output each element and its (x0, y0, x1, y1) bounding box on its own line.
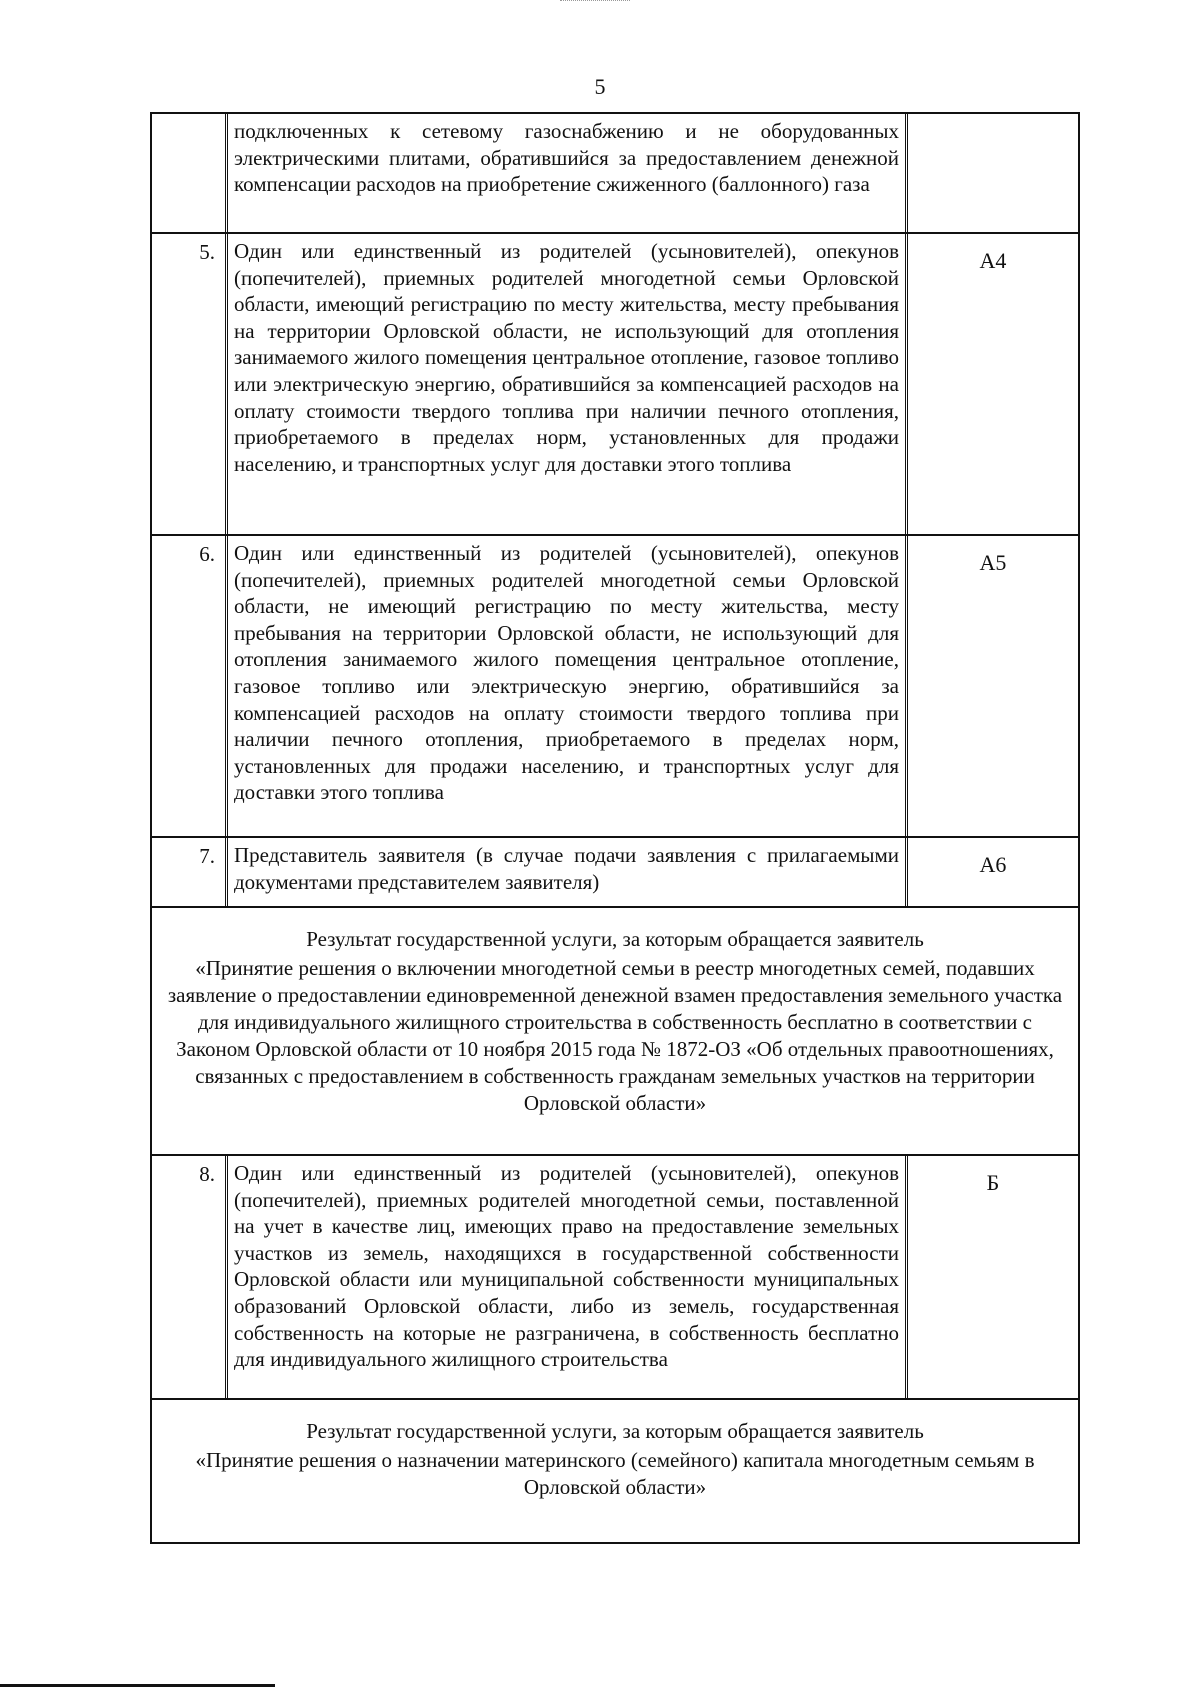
table-row (150, 1154, 1080, 1398)
row-description: Представитель заявителя (в случае подачи заявления с прилагаемыми документами представителем заявителя) (228, 838, 908, 906)
result-text: «Принятие решения о назначении материнского (семейного) капитала многодетным семьям в Орловской области» (195, 1448, 1035, 1499)
row-number: 5. (152, 234, 228, 534)
result-text: «Принятие решения о включении многодетной семьи в реестр многодетных семей, подавших заявление о предоставлении единовременной денежной взамен предоставления земельного участка для индивидуального жилищного строительства в собственность бесплатно в соответствии с Законом Орловской области от 10 ноября 2015 года № 1872-ОЗ «Об отдельных правоотношениях, связанных с предоставлением в собственность гражданам земельных участков на территории Орловской области» (167, 956, 1063, 1115)
row-number: 7. (152, 838, 228, 906)
table-row (150, 112, 1080, 232)
result-heading: Результат государственной услуги, за которым обращается заявитель (306, 1419, 924, 1443)
footer-rule (0, 1684, 275, 1687)
table-row (150, 836, 1080, 906)
row-description: Один или единственный из родителей (усыновителей), опекунов (попечителей), приемных родителей многодетной семьи Орловской области, не имеющий регистрацию по месту жительства, месту пребывания на территории Орловской области, не использующий для отопления занимаемого жилого помещения центральное отопление, газовое топливо или электрическую энергию, обратившийся за компенсацией расходов на оплату стоимости твердого топлива при наличии печного отопления, приобретаемого в пределах норм, установленных для продажи населению, и транспортных услуг для доставки этого топлива (228, 536, 908, 836)
table-row (150, 534, 1080, 836)
result-section (150, 1398, 1080, 1544)
page-number: 5 (594, 74, 606, 99)
row-number: 8. (152, 1156, 228, 1398)
applicant-table (150, 112, 1080, 1544)
table-row (150, 232, 1080, 534)
row-number (152, 114, 228, 232)
row-code: Б (986, 1170, 1000, 1195)
result-section (150, 906, 1080, 1154)
scan-artifact (560, 0, 630, 3)
row-description: Один или единственный из родителей (усыновителей), опекунов (попечителей), приемных родителей многодетной семьи Орловской области, имеющий регистрацию по месту жительства, месту пребывания на территории Орловской области, не использующий для отопления занимаемого жилого помещения центральное отопление, газовое топливо или электрическую энергию, обратившийся за компенсацией расходов на оплату стоимости твердого топлива при наличии печного отопления, приобретаемого в пределах норм, установленных для продажи населению, и транспортных услуг для доставки этого топлива (228, 234, 908, 534)
row-description: Один или единственный из родителей (усыновителей), опекунов (попечителей), приемных родителей многодетной семьи, поставленной на учет в качестве лиц, имеющих право на предоставление земельных участков из земель, находящихся в государственной собственности Орловской области или муниципальной собственности муниципальных образований Орловской области, либо из земель, государственная собственность на которые не разграничена, в собственность бесплатно для индивидуального жилищного строительства (228, 1156, 908, 1398)
row-code: А5 (979, 550, 1007, 575)
row-number: 6. (152, 536, 228, 836)
row-code: А6 (979, 852, 1007, 877)
row-code (908, 114, 1078, 232)
row-description: подключенных к сетевому газоснабжению и не оборудованных электрическими плитами, обратившийся за предоставлением денежной компенсации расходов на приобретение сжиженного (баллонного) газа (228, 114, 908, 232)
row-code: А4 (979, 248, 1007, 273)
result-heading: Результат государственной услуги, за которым обращается заявитель (306, 927, 924, 951)
